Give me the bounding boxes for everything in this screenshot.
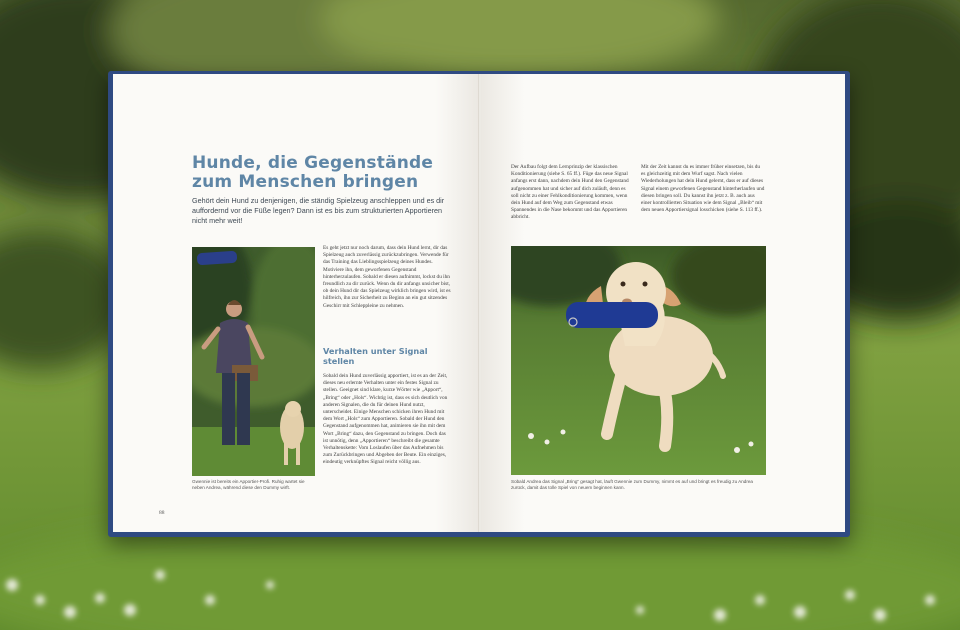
photo-caption-left: Gwennie ist bereits ein Apportier-Profi. Ruhig wartet sie neben Andrea, während diese den Dummy wirft. — [192, 479, 305, 491]
left-page — [113, 74, 479, 532]
woman-with-dog-photo — [192, 247, 315, 476]
body-text-right-2: Mit der Zeit kannst du es immer früher einsetzen, bis du es gleichzeitig mit dem Wurf sagst. Nach vielen Wiederholungen hat dein Hund gelernt, dass er auf dieses Signal einem geworfenen Gegenstand hinterherlaufen und diesen bringen soll. Du kannst ihn jetzt z. B. auch aus einer kontrollierten Situation wie dem Signal „Bleib“ mit dem neuen Apportiersignal losschicken (siehe S. 113 ff.). — [641, 164, 765, 214]
body-text-left-2: Sobald dein Hund zuverlässig apportiert, ist es an der Zeit, dieses neu erlernte Verhalten unter ein festes Signal zu stellen. Geeignet sind klare, kurze Wörter wie „Apport“, „Bring“ oder „Hols“. Wichtig ist, dass es sich deutlich von anderen Signalen, die du für deinen Hund nutzt, unterscheidet. Einige Menschen schicken ihren Hund mit dem Wort „Hols“ zum Apportieren. Sobald der Hund den Gegenstand aufgenommen hat, animieren sie ihn mit dem Wort „Bring“ dazu, den Gegenstand zu bringen. Doch das ist unnötig, denn „Apportieren“ beschreibt die gesamte Verhaltenskette: Vom Loslaufen über das Aufnehmen bis zum Zurückbringen und Abgeben der Beute. Ein einziges, eindeutig verknüpftes Signal reicht völlig aus. — [323, 373, 448, 466]
body-text-right-1: Der Aufbau folgt dem Lernprinzip der klassischen Konditionierung (siehe S. 65 ff.). Füge das neue Signal anfangs erst dann, nachdem dein Hund den Gegenstand aufgenommen hat und sicher auf dich zuläuft, denn es soll nicht zu einer Fehlkonditionierung kommen, wenn dein Hund auf dem Weg zum Gegenstand etwas Spannendes in die Nase bekommt und das Apportieren abbricht. — [511, 164, 629, 221]
section-subheading: Verhalten unter Signal stellen — [323, 346, 428, 366]
chapter-heading: Hunde, die Gegenstände zum Menschen bringen — [192, 153, 434, 192]
chapter-intro: Gehört dein Hund zu denjenigen, die ständig Spielzeug anschleppen und es dir auffordernd vor die Füße legen? Dann ist es bis zum strukturierten Apportieren nicht mehr weit! — [192, 196, 445, 225]
dog-with-dummy-photo — [511, 246, 766, 475]
body-text-left-1: Es geht jetzt nur noch darum, dass dein Hund lernt, dir das Spielzeug auch zuverlässig zurückzubringen. Verwende für das Training das Lieblingsspielzeug deines Hundes. Motiviere ihn, dem geworfenen Gegenstand hinterherzulaufen. Sobald er diesen aufnimmt, lockst du ihn freundlich zu dir zurück. Wenn du dir anfangs unsicher bist, ob dein Hund dir das Spielzeug wirklich bringen wird, ist es hilfreich, ihn zur Sicherheit zu Beginn an ein gut sitzendes Geschirr mit Schleppleine zu nehmen. — [323, 245, 451, 309]
page-number: 88 — [159, 510, 165, 516]
right-page — [481, 74, 845, 532]
photo-caption-right: Sobald Andrea das Signal „Bring“ gesagt hat, läuft Gwennie zum Dummy, nimmt es auf und bringt es freudig zu Andrea zurück, damit das tolle Spiel von neuem beginnen kann. — [511, 479, 753, 491]
